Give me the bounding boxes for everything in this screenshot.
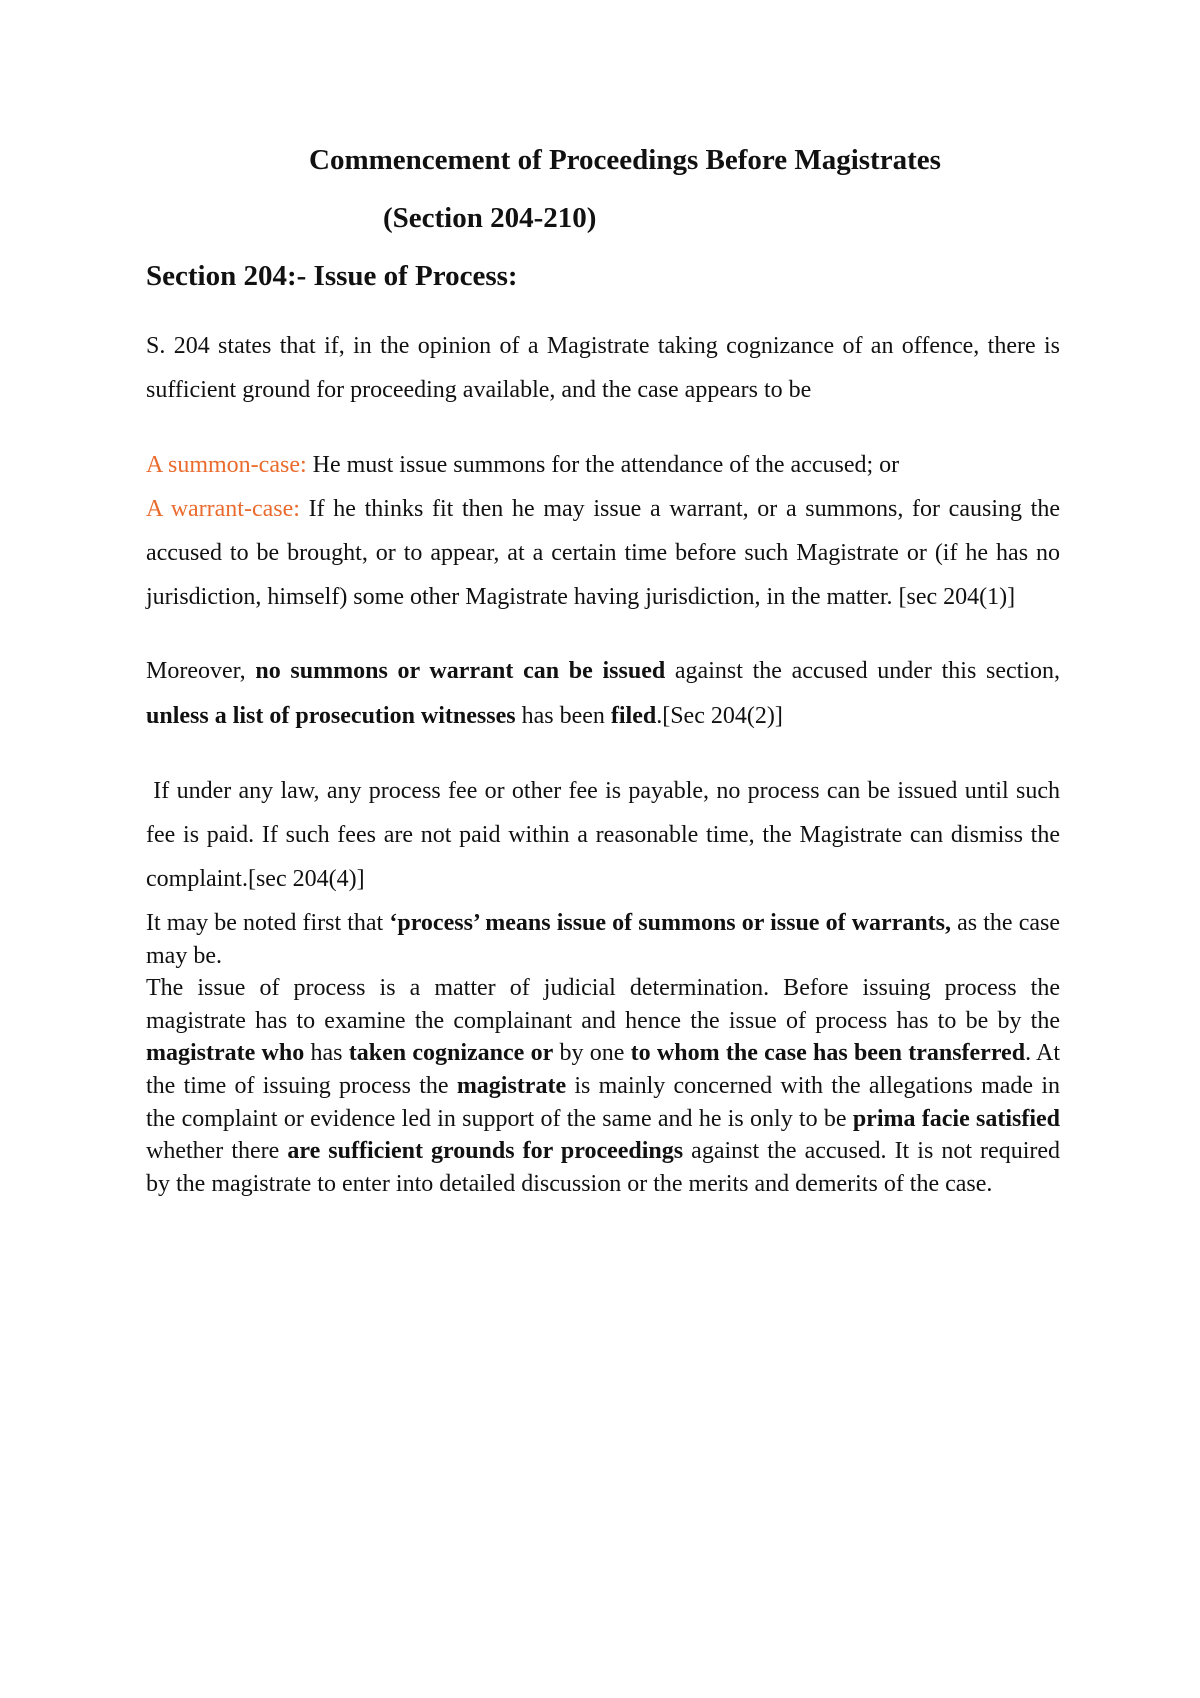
- bold-run: magistrate: [456, 1072, 567, 1099]
- paragraph-cases: [146, 443, 1060, 619]
- text-run: It may be noted first that: [146, 910, 390, 936]
- warrant-case-text: If he thinks fit then he may issue a warrant, or a summons, for causing the accused to be brought, or to appear, at a certain time before such Magistrate or (if he has no jurisdiction, himself) some other Magistrate having jurisdiction, in the matter. [sec 204(1)]: [146, 496, 1060, 610]
- paragraph-process-definition: [146, 907, 1060, 972]
- bold-run: are sufficient grounds for proceedings: [287, 1138, 684, 1165]
- text-run: Moreover,: [146, 658, 256, 684]
- text-run: The issue of process is a matter of judicial determination. Before issuing process the magistrate has to examine the complainant and hence the issue of process has to be by the: [146, 975, 1060, 1034]
- document-subtitle: (Section 204-210): [383, 202, 597, 234]
- bold-run: no summons or warrant can be issued: [255, 658, 666, 684]
- section-heading: Section 204:- Issue of Process:: [146, 260, 518, 292]
- bold-run: magistrate who: [146, 1040, 305, 1067]
- text-run: against the accused under this section,: [665, 658, 1060, 684]
- text-run: as the case may be.: [146, 910, 1060, 969]
- summon-case-text: He must issue summons for the attendance of the accused; or: [306, 452, 900, 478]
- bold-run: unless a list of prosecution witnesses: [146, 703, 516, 729]
- paragraph-judicial-determination: [146, 972, 1060, 1200]
- bold-run: taken cognizance or: [348, 1040, 554, 1067]
- document-body: [146, 140, 1067, 1200]
- text-run: . At the time of issuing process the: [146, 1040, 1060, 1099]
- text-run: by one: [553, 1040, 631, 1067]
- warrant-case-label: A warrant-case:: [146, 496, 300, 522]
- bold-run: filed: [610, 703, 657, 729]
- text-run: against the accused. It is not required by the magistrate to enter into detailed discussion or the merits and demerits of the case.: [146, 1138, 1061, 1197]
- paragraph-moreover: [146, 649, 1060, 739]
- text-run: is mainly concerned with the allegations made in the complaint or evidence led in support of the same and he is only to be: [146, 1072, 1060, 1132]
- bold-run: to whom the case has been transferred: [630, 1040, 1026, 1067]
- bold-run: prima facie satisfied: [852, 1105, 1060, 1132]
- paragraph-process-fee: If under any law, any process fee or other fee is payable, no process can be issued until such fee is paid. If such fees are not paid within a reasonable time, the Magistrate can dismiss the complaint.[sec 204(4)]: [146, 778, 1067, 892]
- paragraph-intro: S. 204 states that if, in the opinion of a Magistrate taking cognizance of an offence, there is sufficient ground for proceeding available, and the case appears to be: [146, 333, 1060, 403]
- text-run: .[Sec 204(2)]: [656, 703, 783, 729]
- bold-run: ‘process’ means issue of summons or issue of warrants,: [389, 910, 952, 936]
- text-run: has: [304, 1040, 349, 1067]
- document-title: Commencement of Proceedings Before Magistrates: [309, 144, 941, 176]
- summon-case-label: A summon-case:: [146, 452, 307, 478]
- text-run: has been: [515, 703, 611, 729]
- text-run: whether there: [146, 1138, 288, 1165]
